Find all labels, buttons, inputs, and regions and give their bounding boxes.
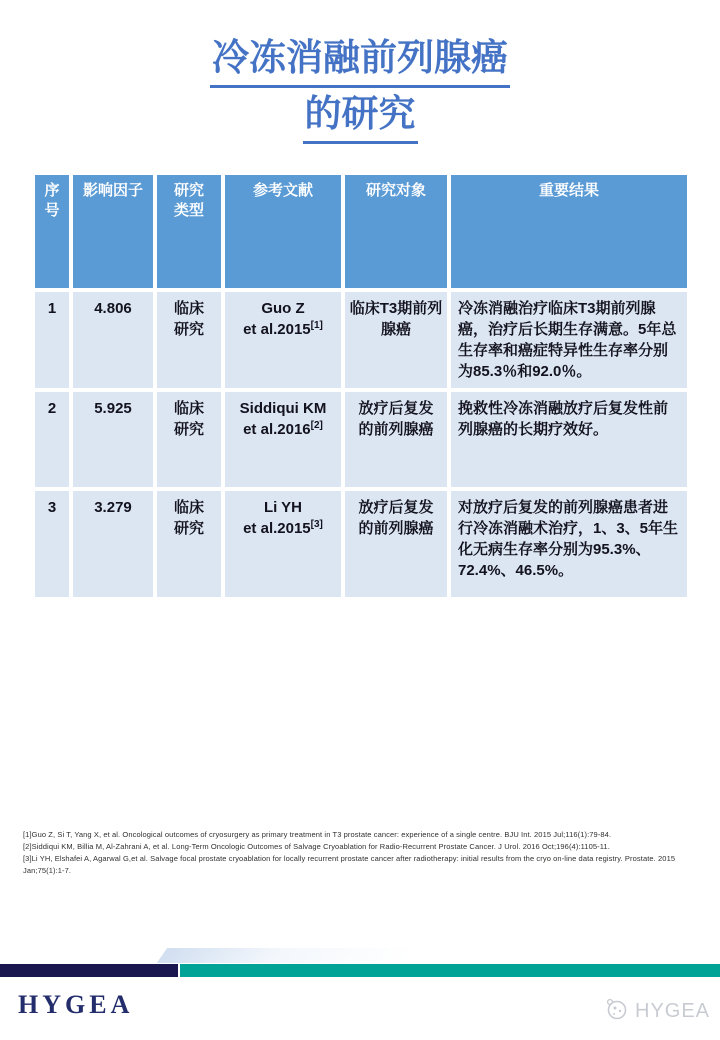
cell-key-results: 挽救性冷冻消融放疗后复发性前列腺癌的长期疗效好。 bbox=[451, 388, 687, 487]
watermark-text: HYGEA bbox=[635, 1000, 711, 1022]
header-impact-factor: 影响因子 bbox=[73, 175, 157, 288]
footer-teal-bar bbox=[180, 964, 720, 977]
cell-serial-number: 3 bbox=[35, 487, 73, 597]
footer-glare-decoration bbox=[157, 948, 498, 963]
footnote-references bbox=[23, 829, 703, 877]
cell-key-results: 冷冻消融治疗临床T3期前列腺癌，治疗后长期生存满意。5年总生存率和癌症特异性生存率分别为85.3％和92.0％。 bbox=[451, 288, 687, 388]
cell-study-subject: 放疗后复发的前列腺癌 bbox=[345, 487, 451, 597]
footnote-2: [2]Siddiqui KM, Billia M, Al-Zahrani A, et al. Long-Term Oncologic Outcomes of Salvage Cryoablation for Radio-Recurrent Prostate Cancer. J Urol. 2016 Oct;196(4):1105-11. bbox=[23, 842, 610, 851]
table-row bbox=[35, 388, 687, 487]
brand-logo-text: HYGEA bbox=[18, 990, 134, 1019]
cell-impact-factor: 5.925 bbox=[73, 388, 157, 487]
header-key-results: 重要结果 bbox=[451, 175, 687, 288]
cell-study-type: 临床研究 bbox=[157, 487, 225, 597]
page-title bbox=[0, 32, 720, 144]
watermark-logo-icon bbox=[604, 997, 628, 1026]
cell-serial-number: 1 bbox=[35, 288, 73, 388]
cell-impact-factor: 3.279 bbox=[73, 487, 157, 597]
study-table bbox=[35, 175, 687, 597]
table-header-row bbox=[35, 175, 687, 288]
cell-study-subject: 临床T3期前列腺癌 bbox=[345, 288, 451, 388]
cell-study-type: 临床研究 bbox=[157, 388, 225, 487]
header-reference: 参考文献 bbox=[225, 175, 345, 288]
cell-reference: Li YH et al.2015[3] bbox=[225, 487, 345, 597]
watermark bbox=[604, 997, 710, 1026]
cell-reference: Guo Z et al.2015[1] bbox=[225, 288, 345, 388]
footer-navy-bar bbox=[0, 964, 178, 977]
cell-study-type: 临床研究 bbox=[157, 288, 225, 388]
cell-impact-factor: 4.806 bbox=[73, 288, 157, 388]
cell-key-results: 对放疗后复发的前列腺癌患者进行冷冻消融术治疗，1、3、5年生化无病生存率分别为95.3%、72.4%、46.5%。 bbox=[451, 487, 687, 597]
cell-reference: Siddiqui KM et al.2016[2] bbox=[225, 388, 345, 487]
footnote-3: [3]Li YH, Elshafei A, Agarwal G,et al. Salvage focal prostate cryoablation for locally recurrent prostate cancer after radiotherapy: initial results from the cryo on-line data registry. Prostate. 2015 Jan;75(1):1-7. bbox=[23, 854, 676, 875]
header-study-type: 研究类型 bbox=[157, 175, 225, 288]
page-title-line1: 冷冻消融前列腺癌 bbox=[210, 32, 510, 88]
table-row bbox=[35, 487, 687, 597]
table-row bbox=[35, 288, 687, 388]
cell-study-subject: 放疗后复发的前列腺癌 bbox=[345, 388, 451, 487]
header-serial-number: 序号 bbox=[35, 175, 73, 288]
cell-serial-number: 2 bbox=[35, 388, 73, 487]
footnote-1: [1]Guo Z, Si T, Yang X, et al. Oncological outcomes of cryosurgery as primary treatment in T3 prostate cancer: experience of a single centre. BJU Int. 2015 Jul;116(1):79-84. bbox=[23, 830, 612, 839]
page-title-line2: 的研究 bbox=[303, 88, 418, 144]
header-study-subject: 研究对象 bbox=[345, 175, 451, 288]
